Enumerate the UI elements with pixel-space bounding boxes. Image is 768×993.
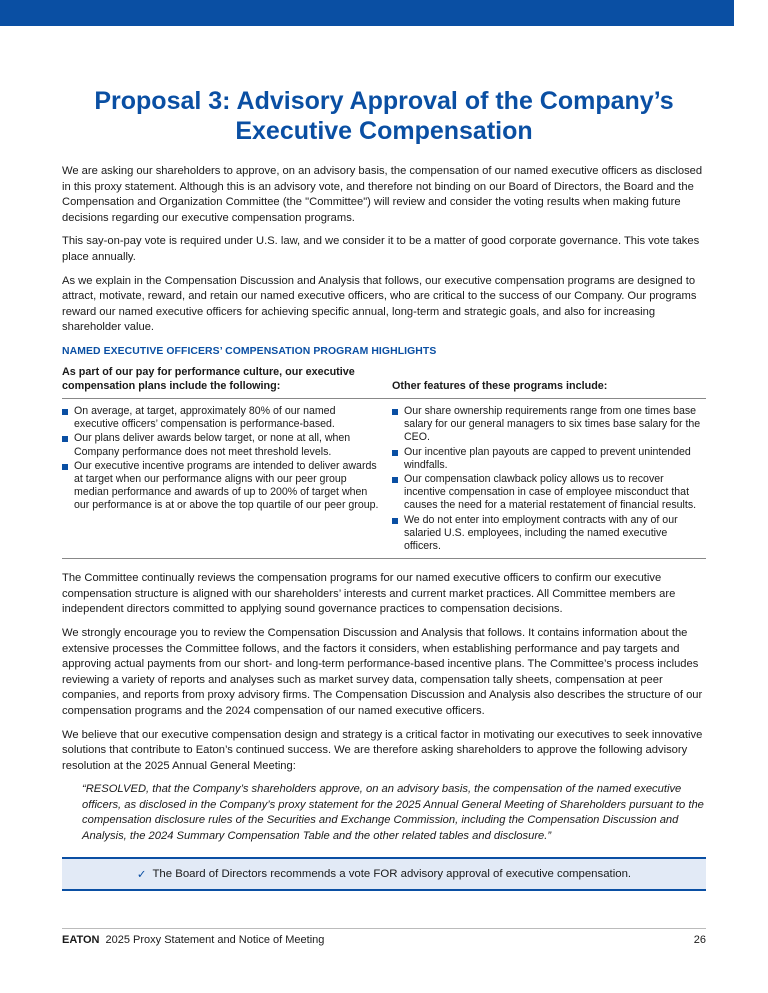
document-name: 2025 Proxy Statement and Notice of Meeting — [105, 934, 325, 946]
page-footer — [62, 928, 706, 946]
resolution-quote: “RESOLVED, that the Company’s shareholders approve, on an advisory basis, the compensation of the named executive officers, as disclosed in the Company’s proxy statement for the 2025 Annual General Meeting of Shareholders pursuant to the compensation disclosure rules of the Securities and Exchange Commission, including the Compensation Discussion and Analysis, the 2024 Summary Compensation Table and the other related tables and disclosure.” — [82, 783, 704, 843]
footer-left — [62, 934, 324, 946]
left-bullet-list — [62, 405, 380, 513]
page-title — [62, 86, 706, 146]
recommendation-box — [62, 857, 706, 891]
body-paragraph: The Committee continually reviews the compensation programs for our named executive officers to confirm our executive compensation structure is aligned with our shareholders’ interests and current market practices. All Committee members are independent directors committed to applying sound governance practices to compensation decisions. — [62, 572, 676, 616]
main-content — [62, 164, 706, 891]
list-item: On average, at target, approximately 80% of our named executive officers’ compensation is performance-based. — [62, 405, 380, 431]
left-column — [62, 405, 380, 554]
intro-paragraph: This say-on-pay vote is required under U.S. law, and we consider it to be a matter of good corporate governance. This vote takes place annually. — [62, 235, 700, 263]
right-column — [392, 405, 706, 554]
title-line-2: Executive Compensation — [235, 117, 533, 145]
highlights-columns — [62, 399, 706, 559]
body-paragraph: We strongly encourage you to review the Compensation Discussion and Analysis that follows. It contains information about the extensive processes the Committee follows, and the factors it considers, when establishing performance and pay targets and approving actual payments from our short- and long-term performance-based incentive plans. The Committee’s process includes reviewing a variety of reports and analyses such as market survey data, compensation tally sheets, compensation at peer companies, and reports from proxy advisory firms. The Compensation Discussion and Analysis also describes the structure of our compensation programs and the 2024 compensation of our named executive officers. — [62, 626, 703, 717]
checkmark-icon: ✓ — [136, 868, 147, 881]
intro-paragraph: As we explain in the Compensation Discussion and Analysis that follows, our executive compensation programs are designed to attract, motivate, reward, and retain our named executive officers, who are critical to the success of our Company. Our programs reward our named executive officers for achieving specific annual, long-term and strategic goals, and also for increasing shareholder value. — [62, 274, 697, 334]
list-item: Our plans deliver awards below target, or none at all, when Company performance does not meet threshold levels. — [62, 432, 380, 458]
left-column-header: As part of our pay for performance culture, our executive compensation plans include the following: — [62, 365, 355, 392]
brand-name: EATON — [62, 934, 100, 946]
body-paragraph: We believe that our executive compensation design and strategy is a critical factor in motivating our executives to seek innovative solutions that contribute to Eaton’s continued success. We are therefore asking shareholders to approve the following advisory resolution at the 2025 Annual General Meeting: — [62, 728, 703, 772]
list-item: Our share ownership requirements range from one times base salary for our general managers to six times base salary for the CEO. — [392, 405, 706, 445]
page-number: 26 — [693, 934, 706, 946]
right-bullet-list — [392, 405, 706, 553]
intro-paragraph: We are asking our shareholders to approve, on an advisory basis, the compensation of our named executive officers as disclosed in this proxy statement. Although this is an advisory vote, and therefore not binding on our Board of Directors, the Board and the Compensation and Organization Committee (the "Committee") will review and consider the voting results when making future decisions regarding our executive compensation programs. — [62, 165, 703, 224]
highlights-heading: NAMED EXECUTIVE OFFICERS’ COMPENSATION PROGRAM HIGHLIGHTS — [62, 345, 437, 357]
list-item: Our executive incentive programs are intended to deliver awards at target when our performance aligns with our peer group median performance and awards of up to 200% of target when our performance is at or above the top quartile of our peer group. — [62, 460, 380, 513]
right-column-header: Other features of these programs include: — [392, 379, 608, 392]
highlights-column-headers — [62, 365, 706, 399]
recommendation-text: The Board of Directors recommends a vote FOR advisory approval of executive compensation. — [152, 867, 632, 880]
list-item: Our compensation clawback policy allows us to recover incentive compensation in case of employee misconduct that causes the need for a material restatement of financial results. — [392, 473, 706, 513]
title-line-1: Proposal 3: Advisory Approval of the Company’s — [94, 87, 674, 115]
list-item: Our incentive plan payouts are capped to prevent unintended windfalls. — [392, 446, 706, 472]
top-banner — [0, 0, 734, 26]
list-item: We do not enter into employment contracts with any of our salaried U.S. employees, including the named executive officers. — [392, 514, 706, 554]
